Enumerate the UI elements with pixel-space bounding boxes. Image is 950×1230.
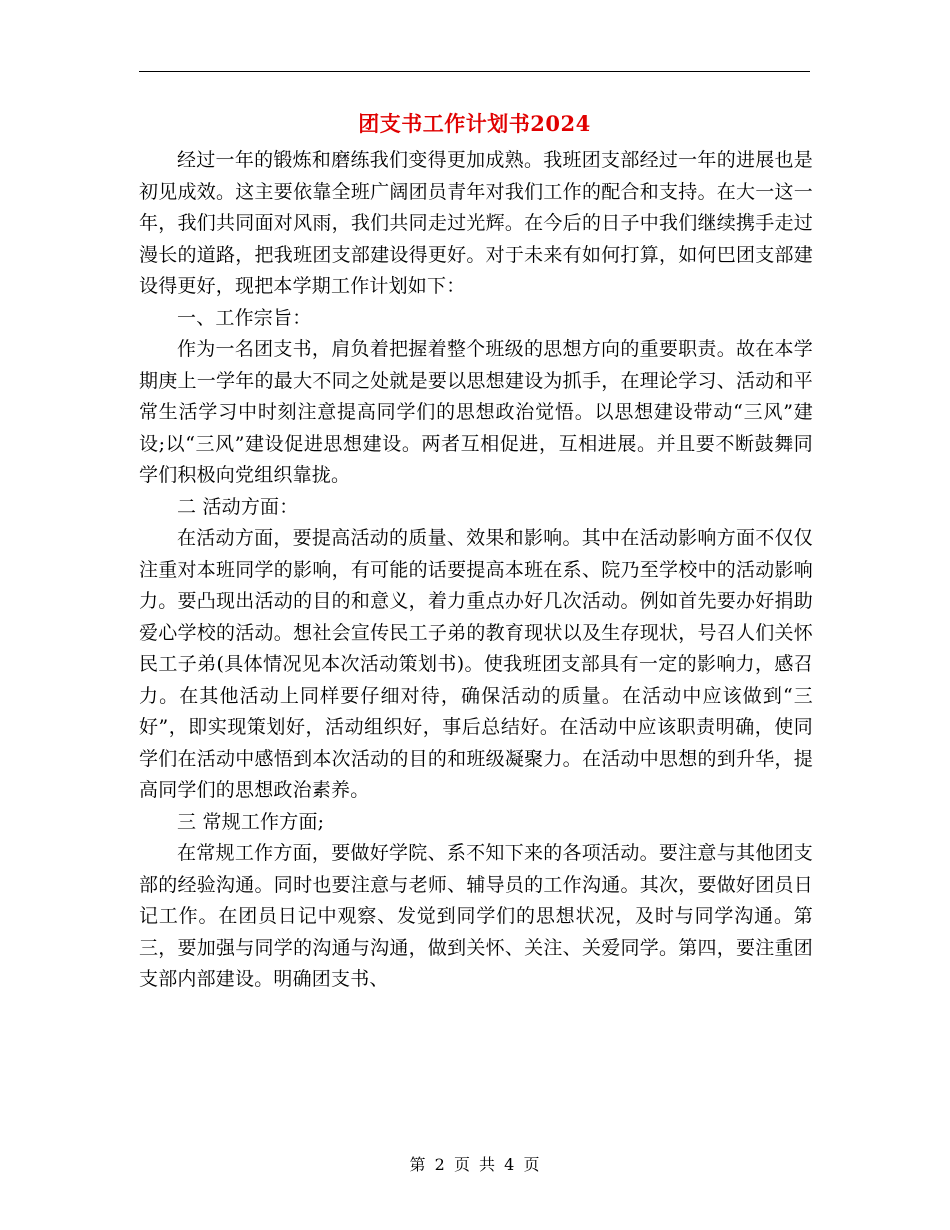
section-heading-routine: 三 常规工作方面; <box>177 810 325 833</box>
footer-total-pages: 4 <box>504 1155 515 1174</box>
footer-total-word: 共 <box>479 1155 496 1174</box>
footer-current-page: 2 <box>434 1155 445 1174</box>
page-footer <box>139 1154 810 1176</box>
paragraph-purpose: 作为一名团支书，肩负着把握着整个班级的思想方向的重要职责。故在本学期庚上一学年的最大不同之处就是要以思想建设为抓手，在理论学习、活动和平常生活学习中时刻注意提高同学们的思想政治觉悟。以思想建设带动“三风”建设;以“三风”建设促进思想建设。两者互相促进，互相进展。并且要不断鼓舞同学们积极向党组织靠拢。 <box>139 338 813 486</box>
document-body <box>139 145 813 996</box>
footer-prefix: 第 <box>409 1155 426 1174</box>
paragraph-intro: 经过一年的锻炼和磨练我们变得更加成熟。我班团支部经过一年的进展也是初见成效。这主要依靠全班广阔团员青年对我们工作的配合和支持。在大一这一年，我们共同面对风雨，我们共同走过光辉。在今后的日子中我们继续携手走过漫长的道路，把我班团支部建设得更好。对于未来有如何打算，如何巴团支部建设得更好，现把本学期工作计划如下： <box>139 149 813 297</box>
paragraph-activities: 在活动方面，要提高活动的质量、效果和影响。其中在活动影响方面不仅仅注重对本班同学的影响，有可能的话要提高本班在系、院乃至学校中的活动影响力。要凸现出活动的目的和意义，着力重点办好几次活动。例如首先要办好捐助爱心学校的活动。想社会宣传民工子弟的教育现状以及生存现状，号召人们关怀民工子弟(具体情况见本次活动策划书)。使我班团支部具有一定的影响力，感召力。在其他活动上同样要仔细对待，确保活动的质量。在活动中应该做到“三好”，即实现策划好，活动组织好，事后总结好。在活动中应该职责明确，使同学们在活动中感悟到本次活动的目的和班级凝聚力。在活动中思想的到升华，提高同学们的思想政治素养。 <box>139 527 813 801</box>
footer-suffix: 页 <box>523 1155 540 1174</box>
paragraph-routine: 在常规工作方面，要做好学院、系不知下来的各项活动。要注意与其他团支部的经验沟通。同时也要注意与老师、辅导员的工作沟通。其次，要做好团员日记工作。在团员日记中观察、发觉到同学们的思想状况，及时与同学沟通。第三，要加强与同学的沟通与沟通，做到关怀、关注、关爱同学。第四，要注重团支部内部建设。明确团支书、 <box>139 842 813 990</box>
footer-page-word: 页 <box>453 1155 470 1174</box>
document-title: 团支书工作计划书2024 <box>358 111 591 136</box>
section-heading-activities: 二 活动方面： <box>177 495 299 518</box>
header-rule <box>139 71 810 72</box>
section-heading-purpose: 一、工作宗旨： <box>177 306 312 329</box>
